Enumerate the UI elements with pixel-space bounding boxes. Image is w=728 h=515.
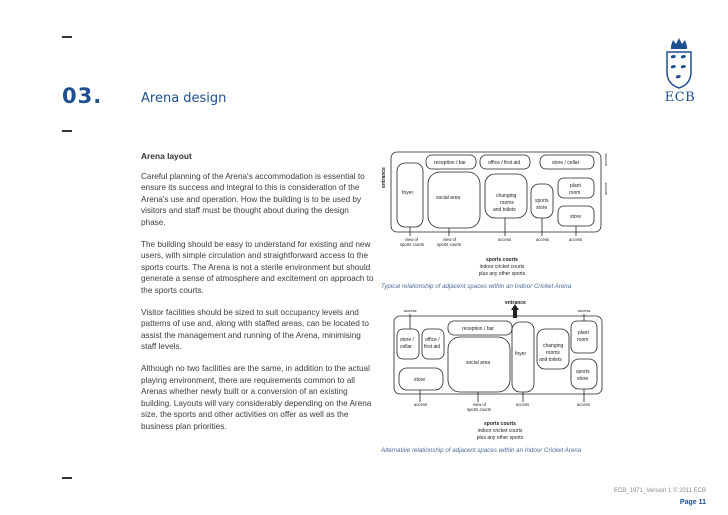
d1-access-right2: access bbox=[603, 182, 608, 195]
d2-courts-2: indoor cricket courts bbox=[477, 428, 523, 434]
d2-store-cellar-1: store / bbox=[400, 337, 414, 343]
d2-sports-store-1: sports bbox=[576, 369, 590, 375]
d1-view1-a: view of bbox=[405, 237, 419, 242]
d1-courts-3: plus any other sports bbox=[478, 271, 526, 277]
subheading: Arena layout bbox=[141, 151, 192, 161]
diagram1-caption: Typical relationship of adjacent spaces within an Indoor Cricket Arena bbox=[381, 283, 572, 290]
d2-store-label: store bbox=[414, 377, 426, 383]
d1-view2-a: view of bbox=[443, 237, 457, 242]
d1-sports-store-1: sports bbox=[535, 198, 549, 204]
d2-office-2: first aid bbox=[424, 344, 441, 350]
d1-changing-2: rooms bbox=[500, 200, 514, 206]
d2-sports-store-2: store bbox=[577, 376, 589, 382]
d2-changing-3: and toilets bbox=[539, 357, 562, 363]
d1-courts-1: sports courts bbox=[486, 257, 518, 263]
d1-access2: access bbox=[536, 237, 550, 242]
d1-access1: access bbox=[498, 237, 512, 242]
d1-view2-b: sports courts bbox=[437, 242, 461, 247]
d1-store-cellar-label: store / cellar bbox=[552, 160, 580, 166]
page-number: Page 11 bbox=[679, 499, 706, 506]
d2-access-top-left: access bbox=[404, 308, 417, 313]
d2-courts-1: sports courts bbox=[484, 421, 516, 427]
d1-changing-3: and toilets bbox=[493, 207, 516, 213]
d1-changing-1: changing bbox=[496, 193, 517, 199]
d2-office-1: office / bbox=[425, 337, 440, 343]
d2-access3: access bbox=[577, 402, 591, 407]
paragraph-3: Visitor facilities should be sized to suit occupancy levels and patterns of use and, along with staffed areas, can be located to assist the management and running of the Arena, minimising staff levels. bbox=[141, 307, 369, 352]
d1-sports-store-2: store bbox=[536, 205, 548, 211]
d1-courts-2: indoor cricket courts bbox=[479, 264, 525, 270]
d2-access-top-right: access bbox=[578, 308, 591, 313]
d1-access3: access bbox=[569, 237, 583, 242]
paragraph-4: Although no two facilities are the same, in addition to the actual playing environment, there are requirements common to all Arenas whether newly built or a conversion of an existing building. Layouts will vary considerably depending on the Arena size, the sports and other activities on offer as well as the business plan priorities. bbox=[141, 363, 372, 431]
d2-plant-1: plant bbox=[578, 330, 589, 336]
d1-social-label: social area bbox=[436, 195, 461, 201]
footer-version: ECB_1971_Version 1 © 2011 ECB bbox=[613, 488, 706, 494]
diagram2-caption: Alternative relationship of adjacent spaces within an Indoor Cricket Arena bbox=[381, 447, 582, 454]
d2-plant-2: room bbox=[577, 337, 589, 343]
d2-courts-3: plus any other sports bbox=[476, 435, 524, 441]
d1-office-label: office / first aid bbox=[488, 160, 521, 166]
section-number: 03. bbox=[62, 84, 103, 108]
paragraph-2: The building should be easy to understand for existing and new users, with simple circulation and straightforward access to the sports courts. The Arena is not a sterile environment but should generate a sense of atmosphere and excitement on approach to the sports courts. bbox=[141, 239, 374, 295]
d2-view-a: view of bbox=[473, 402, 487, 407]
d1-foyer-label: foyer bbox=[402, 190, 414, 196]
foyer-box-2 bbox=[512, 322, 534, 392]
d2-view-b: sports courts bbox=[467, 407, 491, 412]
d2-social-label: social area bbox=[466, 360, 491, 366]
d2-access2: access bbox=[516, 402, 530, 407]
d2-changing-2: rooms bbox=[546, 350, 560, 356]
d1-view1-b: sports courts bbox=[400, 242, 424, 247]
d1-reception-label: reception / bar bbox=[434, 160, 466, 166]
d2-foyer-label: foyer bbox=[515, 351, 527, 357]
logo-text: ECB bbox=[664, 90, 696, 105]
d1-plant-1: plant bbox=[570, 183, 581, 189]
d2-access1: access bbox=[414, 402, 428, 407]
paragraph-1: Careful planning of the Arena's accommodation is essential to ensure its success and integral to this is consideration of the Arena's use and operation. How the building is to be used by visitors and staff must be thought about during the design phase. bbox=[141, 171, 365, 227]
d1-access-right1: access bbox=[603, 153, 608, 166]
d1-plant-2: room bbox=[569, 190, 581, 196]
d1-store-label: store bbox=[570, 214, 582, 220]
d2-changing-1: changing bbox=[543, 343, 564, 349]
changing-box-2 bbox=[537, 329, 569, 369]
d1-entrance-label: entrance bbox=[381, 167, 387, 188]
d2-reception-label: reception / bar bbox=[462, 326, 494, 332]
d2-store-cellar-2: cellar bbox=[400, 344, 412, 350]
section-title: Arena design bbox=[141, 91, 227, 106]
d2-entrance-label: entrance bbox=[505, 300, 526, 306]
